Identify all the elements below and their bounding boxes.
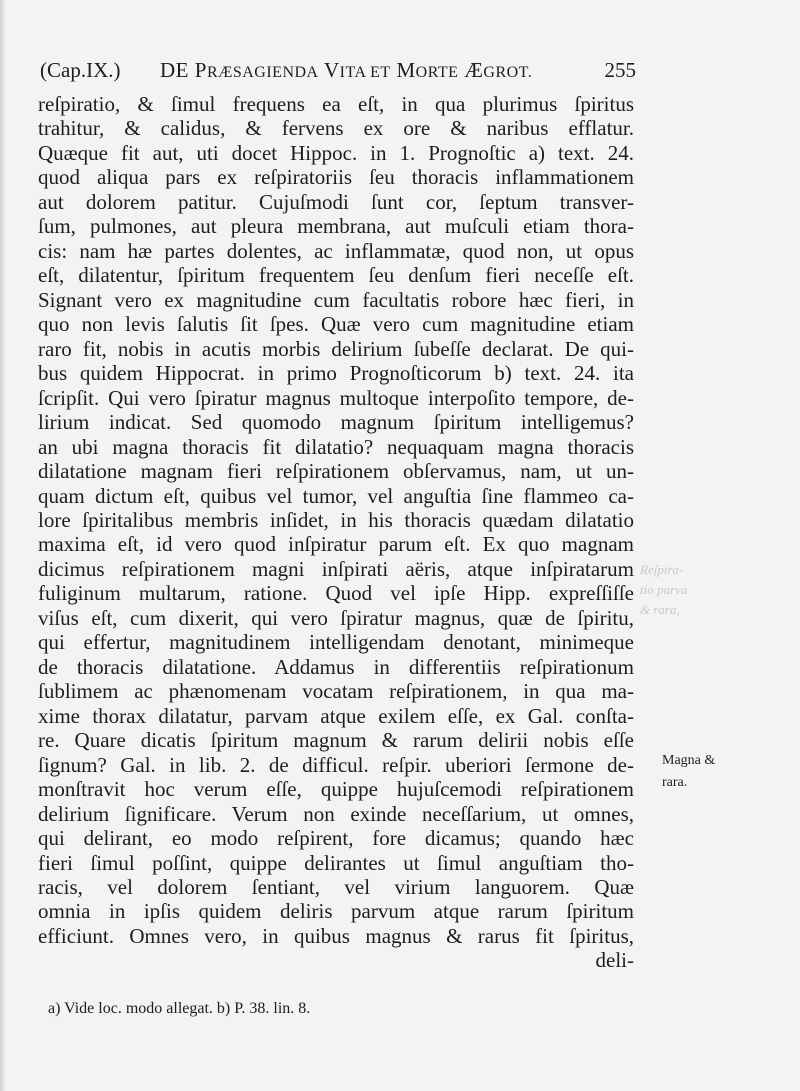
text-line: lore ſpiritalibus membris inſidet, in his thoracis quædam dilatatio <box>38 507 634 532</box>
footnote: a) Vide loc. modo allegat. b) P. 38. lin. 8. <box>48 1000 311 1017</box>
text-line: ſublimem ac phænomenam vocatam reſpirationem, in qua ma- <box>38 679 634 704</box>
running-header <box>40 52 636 88</box>
text-line: Signant vero ex magnitudine cum facultatis robore hæc fieri, in <box>38 287 634 312</box>
text-line: fieri ſimul poſſint, quippe delirantes ut ſimul anguſtiam tho- <box>38 850 634 875</box>
text-line: racis, vel dolorem ſentiant, vel virium languorem. Quæ <box>38 875 634 899</box>
text-line: monſtravit hoc verum eſſe, quippe hujuſcemodi reſpirationem <box>38 777 634 802</box>
text-line: quo non levis ſalutis ſit ſpes. Quæ vero cum magnitudine etiam <box>38 312 634 337</box>
text-line: fuliginum multarum, ratione. Quod vel ipſe Hipp. expreſſiſſe <box>38 581 634 606</box>
text-line: quod aliqua pars ex reſpiratoriis ſeu thoracis inflammationem <box>38 165 634 190</box>
text-line: ſignum? Gal. in lib. 2. de difficul. reſpir. uberiori ſermone de- <box>38 752 634 777</box>
chapter-label: (Cap.IX.) <box>40 58 121 82</box>
text-line: raro fit, nobis in acutis morbis delirium ſubeſſe declarat. De qui- <box>38 336 634 361</box>
text-line: xime thorax dilatatur, parvam atque exilem eſſe, ex Gal. conſta- <box>38 703 634 728</box>
text-line: aut dolorem patitur. Cujuſmodi ſunt cor, ſeptum transver- <box>38 189 634 214</box>
page-number: 255 <box>604 58 636 82</box>
text-line: an ubi magna thoracis fit dilatatio? nequaquam magna thoracis <box>38 434 634 459</box>
text-line: re. Quare dicatis ſpiritum magnum & rarum delirii nobis eſſe <box>38 728 634 753</box>
text-line: trahitur, & calidus, & fervens ex ore & naribus efflatur. <box>38 116 634 141</box>
text-line: qui delirant, eo modo reſpirent, fore dicamus; quando hæc <box>38 826 634 851</box>
text-line: omnia in ipſis quidem deliris parvum atque rarum ſpiritum <box>38 899 634 924</box>
text-line: lirium indicat. Sed quomodo magnum ſpiritum intelligemus? <box>38 410 634 435</box>
page-edge-shadow <box>0 0 6 1091</box>
text-line: Quæque fit aut, uti docet Hippoc. in 1. Prognoſtic a) text. 24. <box>38 140 634 165</box>
text-line: reſpiratio, & ſimul frequens ea eſt, in qua plurimus ſpiritus <box>38 92 634 116</box>
text-line: viſus eſt, cum dixerit, qui vero ſpiratur magnus, quæ de ſpiritu, <box>38 605 634 630</box>
text-line: qui effertur, magnitudinem intelligendam denotant, minimeque <box>38 630 634 655</box>
text-line: cis: nam hæ partes dolentes, ac inflammatæ, quod non, ut opus <box>38 238 634 263</box>
text-line: dicimus reſpirationem magni inſpirati aëris, atque inſpiratarum <box>38 556 634 581</box>
running-title: DE PRÆSAGIENDA VITA ET MORTE ÆGROT. <box>160 58 533 82</box>
text-line: dilatatione magnam fieri reſpirationem obſervamus, nam, ut un- <box>38 459 634 484</box>
text-line: maxima eſt, id vero quod inſpiratur parum eſt. Ex quo magnam <box>38 532 634 557</box>
body-text <box>38 92 634 973</box>
margin-note-line: Magna & <box>662 753 716 768</box>
text-line: bus quidem Hippocrat. in primo Prognoſticorum b) text. 24. ita <box>38 361 634 386</box>
margin-note <box>662 750 722 794</box>
text-line: efficiunt. Omnes vero, in quibus magnus & rarus fit ſpiritus, <box>38 923 634 948</box>
text-line: eſt, dilatentur, ſpiritum frequentem ſeu denſum fieri neceſſe eſt. <box>38 263 634 288</box>
text-line: de thoracis dilatatione. Addamus in differentiis reſpirationum <box>38 654 634 679</box>
text-line: delirium ſignificare. Verum non exinde neceſſarium, ut omnes, <box>38 801 634 826</box>
bleed-through-text: Reſpira- tio parva & rara, <box>640 562 688 617</box>
text-line: quam dictum eſt, quibus vel tumor, vel anguſtia ſine flammeo ca- <box>38 483 634 508</box>
text-line: ſcripſit. Qui vero ſpiratur magnus multoque interpoſito tempore, de- <box>38 385 634 410</box>
text-line: ſum, pulmones, aut pleura membrana, aut muſculi etiam thora- <box>38 214 634 239</box>
text-line: deli- <box>595 948 634 973</box>
margin-note-line: rara. <box>662 775 688 790</box>
